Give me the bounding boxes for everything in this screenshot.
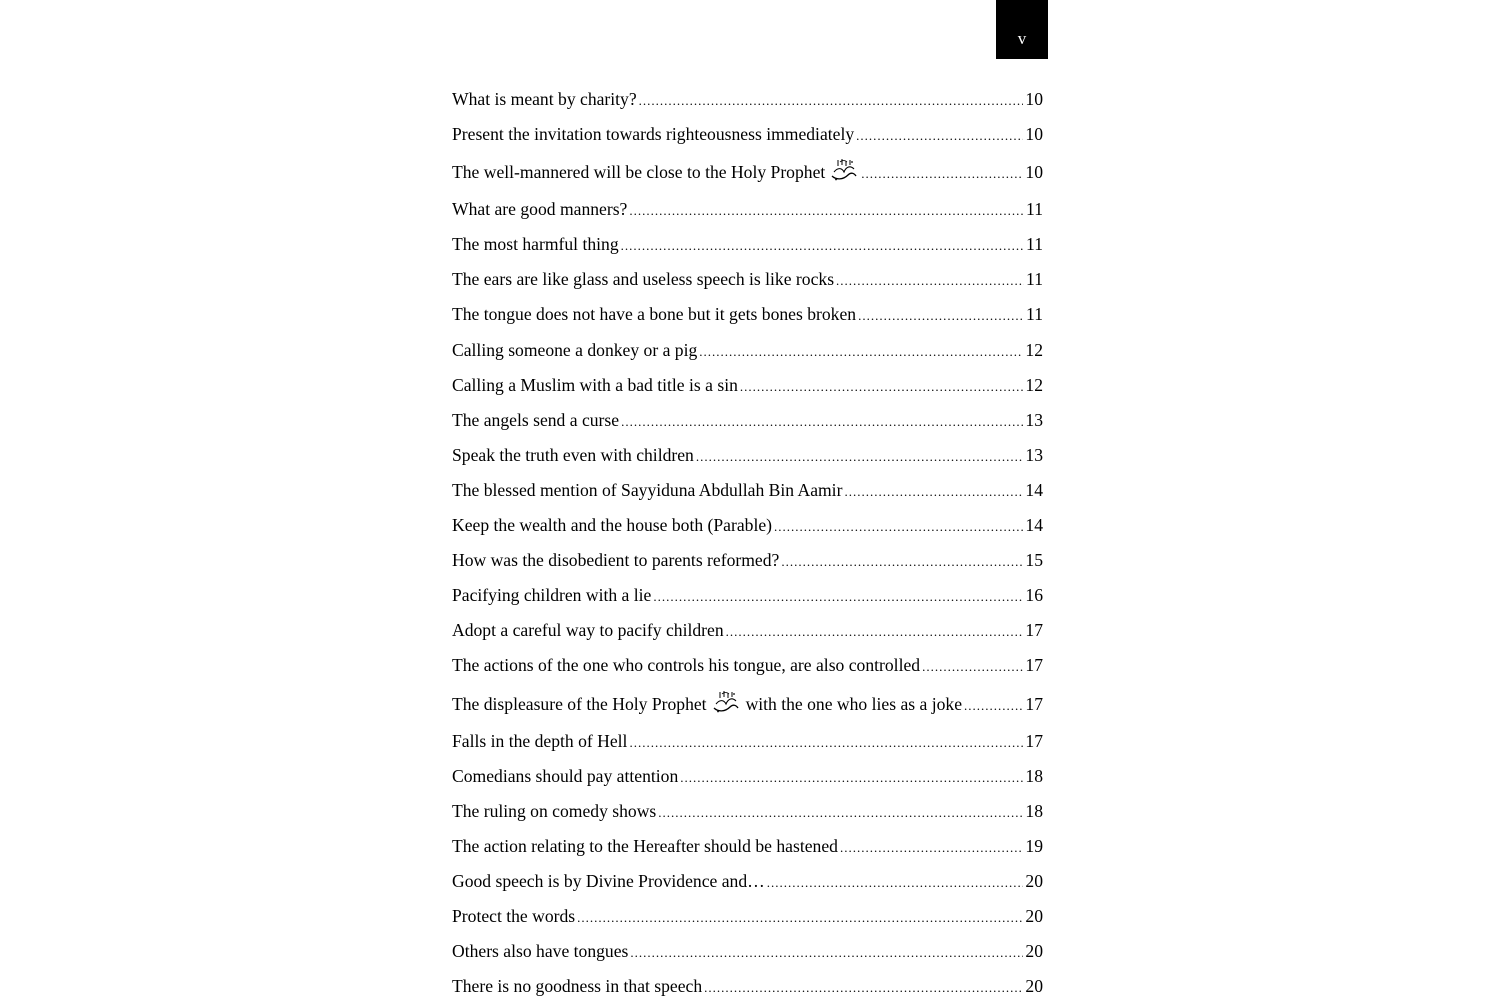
toc-entry-title	[452, 684, 962, 724]
toc-leader-dots	[696, 439, 1024, 474]
toc-entry-title	[452, 403, 619, 438]
toc-entry-title	[452, 227, 619, 262]
toc-leader-dots	[844, 474, 1023, 509]
toc-page-number: 11	[1026, 269, 1043, 290]
toc-leader-dots	[856, 118, 1023, 153]
toc-leader-dots	[699, 334, 1023, 369]
toc-entry-title	[452, 82, 637, 117]
toc-entry-title-text: Present the invitation towards righteousness immediately	[452, 124, 855, 145]
toc-leader-dots	[630, 935, 1023, 970]
toc-leader-dots	[704, 970, 1023, 1000]
toc-entry-title	[452, 829, 838, 864]
toc-page-number: 17	[1025, 620, 1043, 641]
toc-page-number: 17	[1025, 655, 1043, 676]
toc-leader-dots	[577, 900, 1023, 935]
toc-page-number: 11	[1026, 234, 1043, 255]
toc-leader-dots	[621, 228, 1024, 263]
toc-page-number: 18	[1025, 765, 1043, 786]
toc-entry[interactable]	[452, 192, 1043, 227]
toc-entry[interactable]	[452, 117, 1043, 152]
toc-entry-title	[452, 969, 702, 1000]
toc-entry-title	[452, 508, 772, 543]
toc-entry-title-text: The ruling on comedy shows	[452, 800, 657, 821]
toc-entry-title-text: Keep the wealth and the house both (Parable)	[452, 515, 772, 536]
toc-leader-dots	[781, 544, 1023, 579]
toc-leader-dots	[680, 760, 1023, 795]
toc-page-number: 10	[1025, 124, 1043, 145]
toc-entry[interactable]	[452, 262, 1043, 297]
toc-entry-title-text: Falls in the depth of Hell	[452, 730, 628, 751]
toc-entry-title	[452, 297, 856, 332]
toc-entry[interactable]	[452, 794, 1043, 829]
toc-entry-title-text: Adopt a careful way to pacify children	[452, 620, 724, 641]
toc-page-number: 17	[1025, 693, 1043, 714]
toc-entry-title-text: The most harmful thing	[452, 234, 619, 255]
toc-leader-dots	[836, 263, 1024, 298]
toc-entry[interactable]	[452, 648, 1043, 683]
toc-entry[interactable]	[452, 508, 1043, 543]
toc-leader-dots	[629, 725, 1023, 760]
toc-entry-title-text: Protect the words	[452, 905, 576, 926]
salutation-calligraphy-icon	[711, 689, 741, 715]
toc-leader-dots	[740, 369, 1024, 404]
toc-entry[interactable]	[452, 152, 1043, 192]
toc-page-number: 20	[1025, 941, 1043, 962]
toc-entry-title	[452, 473, 842, 508]
toc-entry[interactable]	[452, 543, 1043, 578]
page-number: v	[1017, 29, 1027, 48]
toc-entry[interactable]	[452, 82, 1043, 117]
toc-entry-title-text: Calling a Muslim with a bad title is a sin	[452, 374, 738, 395]
toc-page-number: 20	[1025, 976, 1043, 997]
toc-entry-title-text: How was the disobedient to parents reformed?	[452, 550, 780, 571]
toc-entry-title-text: Others also have tongues	[452, 941, 629, 962]
toc-entry-title-text: What is meant by charity?	[452, 89, 637, 109]
toc-entry[interactable]	[452, 934, 1043, 969]
toc-entry[interactable]	[452, 724, 1043, 759]
toc-page-number: 11	[1026, 304, 1043, 325]
toc-page-number: 20	[1025, 870, 1043, 891]
toc-entry-title-text: The action relating to the Hereafter should be hastened	[452, 835, 838, 856]
toc-leader-dots	[964, 686, 1023, 726]
toc-leader-dots	[858, 298, 1024, 333]
toc-page-number: 13	[1025, 409, 1043, 430]
toc-entry-title	[452, 543, 779, 578]
toc-entry-title-text: Comedians should pay attention	[452, 765, 679, 786]
toc-page-number: 12	[1025, 339, 1043, 360]
toc-entry-title-text: Good speech is by Divine Providence and…	[452, 870, 765, 891]
toc-entry-title-text: There is no goodness in that speech	[452, 976, 703, 997]
toc-leader-dots	[774, 509, 1023, 544]
toc-entry-title-text: Speak the truth even with children	[452, 444, 694, 465]
toc-entry-title	[452, 648, 920, 683]
salutation-calligraphy-icon	[829, 157, 859, 183]
toc-entry[interactable]	[452, 368, 1043, 403]
toc-entry-title-text: The blessed mention of Sayyiduna Abdullah Bin Aamir	[452, 479, 843, 500]
toc-entry-title-text: Pacifying children with a lie	[452, 585, 652, 606]
toc-entry-title	[452, 438, 694, 473]
toc-entry[interactable]	[452, 864, 1043, 899]
toc-page-number: 11	[1026, 199, 1043, 220]
toc-entry[interactable]	[452, 297, 1043, 332]
toc-entry[interactable]	[452, 684, 1043, 724]
toc-entry[interactable]	[452, 613, 1043, 648]
toc-entry-title	[452, 759, 678, 794]
toc-leader-dots	[653, 579, 1023, 614]
toc-entry-title	[452, 934, 628, 969]
toc-page-number: 20	[1025, 905, 1043, 926]
toc-entry[interactable]	[452, 969, 1043, 1000]
toc-leader-dots	[767, 865, 1024, 900]
toc-page-number: 10	[1025, 89, 1043, 109]
toc-entry-title	[452, 864, 765, 899]
toc-entry-title	[452, 262, 834, 297]
toc-entry[interactable]	[452, 227, 1043, 262]
toc-entry-title-text: What are good manners?	[452, 199, 628, 220]
toc-entry[interactable]	[452, 759, 1043, 794]
toc-entry-title-text: The tongue does not have a bone but it gets bones broken	[452, 304, 857, 325]
toc-entry-title-text: The angels send a curse	[452, 409, 620, 430]
toc-entry[interactable]	[452, 578, 1043, 613]
toc-entry-title-continued: with the one who lies as a joke	[745, 693, 963, 714]
toc-page-number: 18	[1025, 800, 1043, 821]
toc-leader-dots	[658, 795, 1023, 830]
toc-entry-title	[452, 794, 656, 829]
toc-entry[interactable]	[452, 438, 1043, 473]
toc-entry-title	[452, 117, 854, 152]
toc-entry-title-text: The ears are like glass and useless speech is like rocks	[452, 269, 835, 290]
toc-page-number: 17	[1025, 730, 1043, 751]
toc-entry-title	[452, 368, 738, 403]
toc-entry-title-text: The actions of the one who controls his tongue, are also controlled	[452, 655, 921, 676]
toc-entry-title	[452, 899, 575, 934]
toc-page-number: 15	[1025, 550, 1043, 571]
toc-page-number: 19	[1025, 835, 1043, 856]
toc-leader-dots	[861, 154, 1023, 194]
toc-entry[interactable]	[452, 473, 1043, 508]
toc-page-number: 14	[1025, 479, 1043, 500]
toc-entry-title	[452, 578, 651, 613]
toc-entry-title	[452, 152, 859, 192]
toc-entry-title	[452, 613, 724, 648]
toc-page-number: 16	[1025, 585, 1043, 606]
toc-entry[interactable]	[452, 333, 1043, 368]
toc-leader-dots	[922, 649, 1023, 684]
toc-entry-title	[452, 333, 697, 368]
toc-page-number: 10	[1025, 162, 1043, 183]
toc-entry[interactable]	[452, 899, 1043, 934]
toc-leader-dots	[840, 830, 1023, 865]
toc-entry-title-text: Calling someone a donkey or a pig	[452, 339, 698, 360]
toc-leader-dots	[726, 614, 1024, 649]
toc-entry-title-text: The well-mannered will be close to the Holy Prophet	[452, 162, 826, 183]
toc-entry-title	[452, 724, 627, 759]
toc-leader-dots	[621, 404, 1023, 439]
toc-entry-title	[452, 192, 627, 227]
toc-entry-title-text: The displeasure of the Holy Prophet	[452, 693, 707, 714]
page-number-tab	[996, 0, 1048, 59]
toc-page-number: 12	[1025, 374, 1043, 395]
toc-leader-dots	[639, 83, 1024, 118]
toc-entry[interactable]	[452, 829, 1043, 864]
toc-page-number: 14	[1025, 515, 1043, 536]
table-of-contents	[452, 82, 1043, 1000]
toc-page-number: 13	[1025, 444, 1043, 465]
toc-leader-dots	[629, 193, 1024, 228]
toc-entry[interactable]	[452, 403, 1043, 438]
